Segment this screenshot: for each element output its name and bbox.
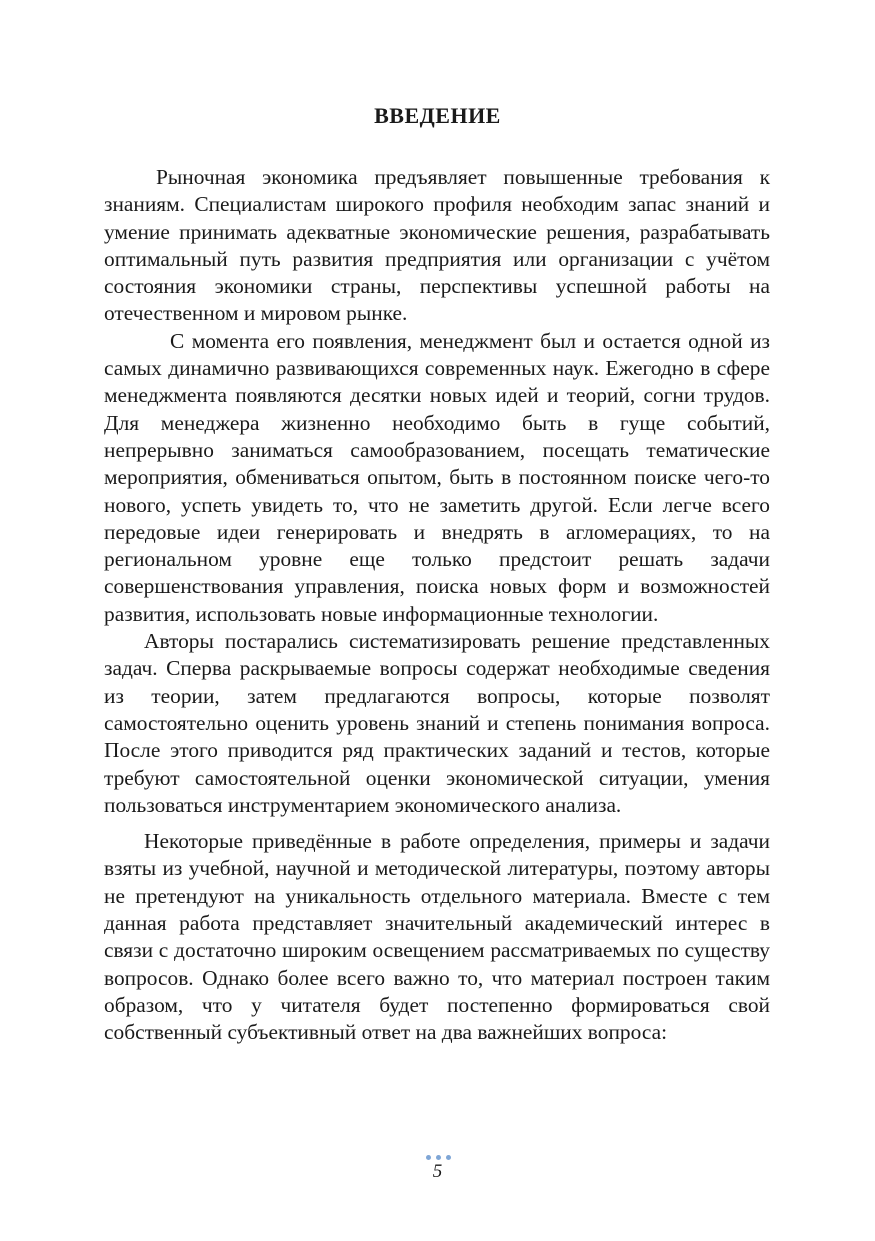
page-footer	[0, 1155, 875, 1183]
dot-icon	[426, 1155, 431, 1160]
body-text	[104, 164, 770, 1047]
page-title: ВВЕДЕНИЕ	[374, 103, 501, 128]
paragraph-4: Некоторые приведённые в работе определения, примеры и задачи взяты из учебной, научной и методической литературы, поэтому авторы не претендуют на уникальность отдельного материала. Вместе с тем данная работа представляет значительный академический интерес в связи с достаточно широким освещением рассматриваемых по существу вопросов. Однако более всего важно то, что материал построен таким образом, что у читателя будет постепенно формироваться свой собственный субъективный ответ на два важнейших вопроса:	[104, 829, 770, 1045]
paragraph-2: С момента его появления, менеджмент был и остается одной из самых динамично развивающихся современных наук. Ежегодно в сфере менеджмента появляются десятки новых идей и теорий, согни трудов. Для менеджера жизненно необходимо быть в гуще событий, непрерывно заниматься самообразованием, посещать тематические мероприятия, обмениваться опытом, быть в постоянном поиске чего-то нового, успеть увидеть то, что не заметить другой. Если легче всего передовые идеи генерировать и внедрять в агломерациях, то на региональном уровне еще только предстоит решать задачи совершенствования управления, поиска новых форм и возможностей развития, использовать новые информационные технологии.	[104, 328, 770, 626]
dot-icon	[446, 1155, 451, 1160]
paragraph-1: Рыночная экономика предъявляет повышенные требования к знаниям. Специалистам широкого профиля необходим запас знаний и умение принимать адекватные экономические решения, разрабатывать оптимальный путь развития предприятия или организации с учётом состояния экономики страны, перспективы успешной работы на отечественном и мировом рынке.	[104, 165, 770, 326]
page-number: 5	[432, 1161, 443, 1182]
paragraph-3: Авторы постарались систематизировать решение представленных задач. Сперва раскрываемые вопросы содержат необходимые сведения из теории, затем предлагаются вопросы, которые позволят самостоятельно оценить уровень знаний и степень понимания вопроса. После этого приводится ряд практических заданий и тестов, которые требуют самостоятельной оценки экономической ситуации, умения пользоваться инструментарием экономического анализа.	[104, 629, 770, 817]
dot-icon	[436, 1155, 441, 1160]
